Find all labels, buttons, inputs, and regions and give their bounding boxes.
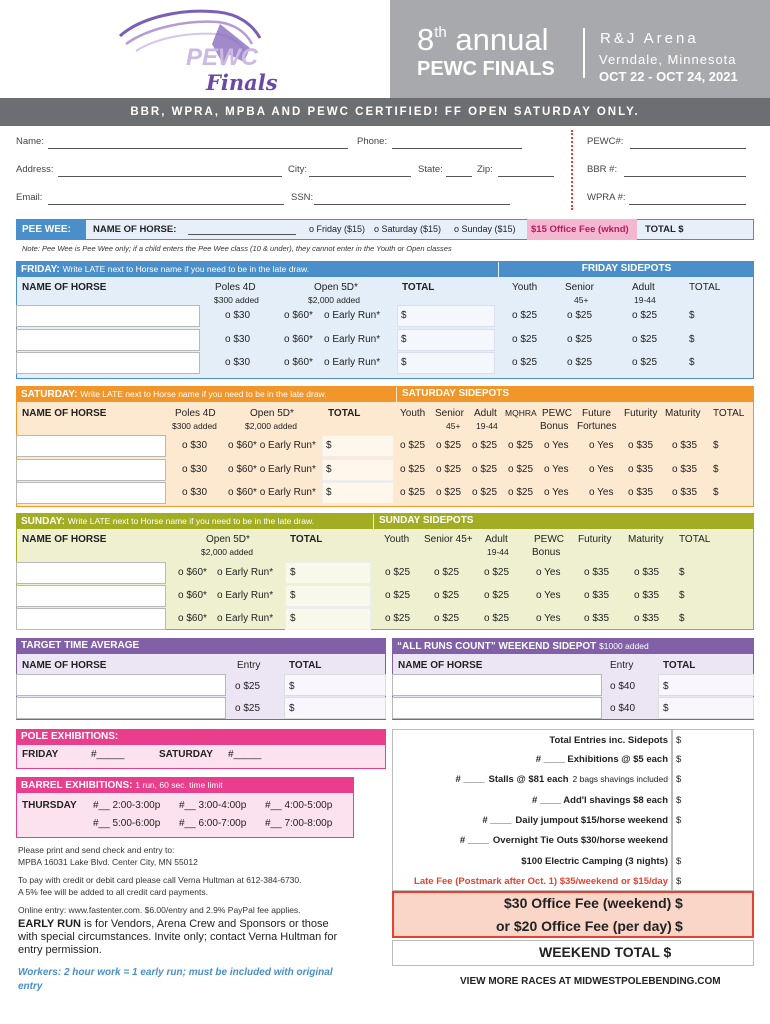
fees-amounts [672, 729, 754, 891]
allruns-horse-header: NAME OF HORSE [398, 660, 483, 671]
online-entry: Online entry: www.fastenter.com. $6.00/entry and 2.9% PayPal fee applies. [18, 905, 301, 915]
friday-senior-header: Senior [565, 282, 594, 293]
allruns-entry-header: Entry [610, 660, 634, 671]
saturday-poles-added: $300 added [172, 421, 217, 431]
friday-horse-input[interactable] [16, 352, 200, 374]
saturday-sidepot-check[interactable]: o $25 [436, 440, 462, 451]
friday-youth-header: Youth [512, 282, 538, 293]
allruns-header: “ALL RUNS COUNT” WEEKEND SIDEPOT $1000 added [392, 638, 754, 654]
event-title: PEWC FINALS [417, 58, 555, 80]
saturday-side-total-dollar: $ [713, 487, 719, 498]
saturday-poles-check[interactable]: o $30 [182, 440, 208, 451]
email-field[interactable] [48, 204, 284, 205]
saturday-future-check[interactable]: o Yes [589, 464, 614, 475]
barrel-slot[interactable]: #__ 5:00-6:00p [93, 818, 161, 829]
saturday-horse-input[interactable] [16, 482, 166, 504]
friday-poles-check[interactable]: o $30 [225, 310, 251, 321]
saturday-adult-header: Adult [474, 408, 497, 419]
saturday-sidepot-check[interactable]: o $25 [472, 440, 498, 451]
saturday-total-dollar: $ [326, 487, 332, 498]
sunday-total-dollar: $ [290, 590, 296, 601]
saturday-sidepot-check[interactable]: o $25 [400, 464, 426, 475]
mail-address: MPBA 16031 Lake Blvd. Center City, MN 55012 [18, 857, 198, 867]
allruns-horse-input[interactable] [392, 697, 602, 719]
friday-open-header: Open 5D* [314, 282, 358, 293]
saturday-future-check[interactable]: o Yes [589, 487, 614, 498]
sunday-senior-check[interactable]: o $25 [434, 613, 460, 624]
sunday-adult-check[interactable]: o $25 [484, 613, 510, 624]
peewee-note: Note: Pee Wee is Pee Wee only; if a child enters the Pee Wee class (10 & under), they cannot enter in the Youth or Open classes [22, 244, 452, 253]
target-total-header: TOTAL [289, 660, 322, 671]
barrel-slot[interactable]: #__ 2:00-3:00p [93, 800, 161, 811]
weekend-total: WEEKEND TOTAL $ [539, 944, 672, 960]
sunday-total-input[interactable] [285, 585, 371, 607]
saturday-open-added: $2,000 added [245, 421, 297, 431]
zip-field[interactable] [498, 176, 554, 177]
saturday-senior-header: Senior [435, 408, 464, 419]
friday-early-check[interactable]: o Early Run* [324, 357, 381, 368]
friday-total-input[interactable] [397, 329, 495, 351]
shavings-fee-dollar[interactable]: $ [676, 795, 682, 806]
friday-side-total-dollar: $ [689, 334, 695, 345]
ssn-label: SSN: [291, 192, 314, 203]
peewee-horse-field[interactable] [188, 234, 296, 235]
saturday-poles-header: Poles 4D [175, 408, 216, 419]
wpra-label: WPRA #: [587, 192, 626, 203]
allruns-total-dollar: $ [663, 703, 669, 714]
divider [583, 28, 585, 78]
peewee-sunday-check[interactable]: o Sunday ($15) [454, 224, 516, 234]
saturday-total-input[interactable] [322, 435, 394, 457]
sunday-side-total-dollar: $ [679, 590, 685, 601]
state-label: State: [418, 164, 443, 175]
wpra-field[interactable] [629, 204, 746, 205]
sunday-senior-check[interactable]: o $25 [434, 590, 460, 601]
saturday-open-check[interactable]: o $60* o Early Run* [228, 464, 316, 475]
saturday-horse-input[interactable] [16, 459, 166, 481]
venue: R&J Arena [600, 30, 699, 47]
sunday-senior-check[interactable]: o $25 [434, 567, 460, 578]
saturday-open-check[interactable]: o $60* o Early Run* [228, 487, 316, 498]
peewee-label: PEE WEE: [16, 219, 86, 240]
saturday-mqhra-header: MQHRA [505, 408, 537, 418]
saturday-sidepot-check[interactable]: o $25 [508, 440, 534, 451]
sunday-futurity-check[interactable]: o $35 [584, 613, 610, 624]
saturday-total-dollar: $ [326, 440, 332, 451]
allruns-total-header: TOTAL [663, 660, 696, 671]
target-total-input[interactable] [284, 674, 386, 696]
barrel-exhibitions-header: BARREL EXHIBITIONS: 1 run, 60 sec. time limit [16, 777, 354, 793]
saturday-side-total-dollar: $ [713, 440, 719, 451]
friday-open-added: $2,000 added [308, 295, 360, 305]
jumpout-fee: # ____ Daily jumpout $15/horse weekend [482, 815, 668, 826]
city: Verndale, Minnesota [599, 52, 737, 67]
allruns-total-input[interactable] [658, 697, 754, 719]
address-label: Address: [16, 164, 54, 175]
sunday-youth-header: Youth [384, 534, 410, 545]
divider [571, 130, 573, 210]
friday-open-check[interactable]: o $60* [284, 357, 313, 368]
saturday-maturity-header: Maturity [665, 408, 701, 419]
target-horse-input[interactable] [16, 697, 226, 719]
saturday-sidepot-check[interactable]: o $25 [508, 487, 534, 498]
logo-script: Finals [206, 70, 278, 95]
friday-youth-check[interactable]: o $25 [512, 357, 538, 368]
camping-fee: $100 Electric Camping (3 nights) [521, 856, 668, 867]
saturday-adult-sub: 19-44 [476, 421, 498, 431]
friday-horse-header: NAME OF HORSE [22, 282, 107, 293]
stalls-fee-dollar[interactable]: $ [676, 774, 682, 785]
office-fee-day: or $20 Office Fee (per day) [496, 918, 672, 934]
office-fee-weekend: $30 Office Fee (weekend) [504, 895, 672, 911]
sunday-horse-input[interactable] [16, 562, 166, 584]
target-horse-input[interactable] [16, 674, 226, 696]
sunday-pewc-bonus: Bonus [532, 547, 561, 558]
friday-total-input[interactable] [397, 305, 495, 327]
card-fee: A 5% fee will be added to all credit card payments. [18, 887, 208, 897]
sunday-early-check[interactable]: o Early Run* [217, 590, 274, 601]
saturday-pewc-check[interactable]: o Yes [544, 440, 569, 451]
saturday-futurity-check[interactable]: o $35 [628, 464, 654, 475]
certification-banner: BBR, WPRA, MPBA AND PEWC CERTIFIED! FF OPEN SATURDAY ONLY. [0, 98, 770, 126]
address-field[interactable] [58, 176, 282, 177]
saturday-maturity-check[interactable]: o $35 [672, 464, 698, 475]
saturday-open-check[interactable]: o $60* o Early Run* [228, 440, 316, 451]
bbr-field[interactable] [624, 176, 746, 177]
late-fee: Late Fee (Postmark after Oct. 1) $35/weekend or $15/day [414, 876, 668, 887]
saturday-total-input[interactable] [322, 482, 394, 504]
saturday-futurity-check[interactable]: o $35 [628, 440, 654, 451]
sunday-horse-header: NAME OF HORSE [22, 534, 107, 545]
name-label: Name: [16, 136, 44, 147]
sunday-maturity-check[interactable]: o $35 [634, 613, 660, 624]
target-total-dollar: $ [289, 703, 295, 714]
total-entries-label-dollar[interactable]: $ [676, 735, 682, 746]
saturday-header: SATURDAY: Write LATE next to Horse name if you need to be in the late draw. [16, 386, 396, 402]
event-ordinal: 8th annual [417, 22, 549, 57]
target-entry-check[interactable]: o $25 [235, 681, 261, 692]
exhibitions-fee: # ____ Exhibitions @ $5 each [535, 754, 668, 765]
sunday-total-header: TOTAL [290, 534, 323, 545]
friday-open-check[interactable]: o $60* [284, 310, 313, 321]
sunday-side-total-header: TOTAL [679, 534, 711, 545]
saturday-sidepot-check[interactable]: o $25 [436, 464, 462, 475]
friday-senior-check[interactable]: o $25 [567, 334, 593, 345]
friday-adult-header: Adult [632, 282, 655, 293]
saturday-horse-header: NAME OF HORSE [22, 408, 107, 419]
peewee-friday-check[interactable]: o Friday ($15) [309, 224, 366, 234]
barrel-day-label: THURSDAY [22, 800, 77, 811]
sunday-senior-header: Senior 45+ [424, 534, 473, 545]
sunday-horse-input[interactable] [16, 608, 166, 630]
saturday-futurity-header: Futurity [624, 408, 658, 419]
saturday-total-input[interactable] [322, 459, 394, 481]
friday-sidepots-header: FRIDAY SIDEPOTS [499, 261, 754, 277]
ssn-field[interactable] [314, 204, 510, 205]
workers-note: Workers: 2 hour work = 1 early run; must be included with original entry [18, 967, 333, 992]
sunday-adult-check[interactable]: o $25 [484, 567, 510, 578]
target-horse-header: NAME OF HORSE [22, 660, 107, 671]
late-fee-dollar[interactable]: $ [676, 876, 682, 887]
friday-senior-check[interactable]: o $25 [567, 357, 593, 368]
friday-adult-sub: 19-44 [634, 295, 656, 305]
sunday-total-input[interactable] [285, 562, 371, 584]
target-entry-check[interactable]: o $25 [235, 703, 261, 714]
friday-adult-check[interactable]: o $25 [632, 334, 658, 345]
pole-saturday-count[interactable]: #_____ [228, 749, 262, 760]
friday-horse-input[interactable] [16, 329, 200, 351]
saturday-poles-check[interactable]: o $30 [182, 464, 208, 475]
saturday-poles-check[interactable]: o $30 [182, 487, 208, 498]
phone-label: Phone: [357, 136, 388, 147]
tieouts-fee: # ____ Overnight Tie Outs $30/horse weekend [459, 835, 668, 846]
sunday-pewc-check[interactable]: o Yes [536, 567, 561, 578]
camping-fee-dollar[interactable]: $ [676, 856, 682, 867]
saturday-pewc-check[interactable]: o Yes [544, 487, 569, 498]
total-entries-label: Total Entries inc. Sidepots [549, 735, 668, 746]
friday-poles-header: Poles 4D [215, 282, 256, 293]
pole-friday-label: FRIDAY [22, 749, 59, 760]
friday-early-check[interactable]: o Early Run* [324, 310, 381, 321]
card-payment: To pay with credit or debit card please call Verna Hultman at 612-384-6730. [18, 875, 302, 885]
saturday-horse-input[interactable] [16, 435, 166, 457]
sunday-youth-check[interactable]: o $25 [385, 613, 411, 624]
sunday-pewc-check[interactable]: o Yes [536, 590, 561, 601]
jumpout-fee-dollar[interactable]: $ [676, 815, 682, 826]
sunday-open-check[interactable]: o $60* [178, 613, 207, 624]
saturday-pewc-header: PEWC [542, 408, 572, 419]
peewee-horse-label: NAME OF HORSE: [93, 224, 177, 235]
sunday-open-check[interactable]: o $60* [178, 590, 207, 601]
barrel-slot[interactable]: #__ 3:00-4:00p [179, 800, 247, 811]
sunday-adult-header: Adult [485, 534, 508, 545]
sunday-open-added: $2,000 added [201, 547, 253, 557]
friday-side-total-dollar: $ [689, 310, 695, 321]
friday-open-check[interactable]: o $60* [284, 334, 313, 345]
early-run-note: EARLY RUN is for Vendors, Arena Crew and Sponsors or those with special circumstances. Invite only; contact Verna Hultman for entry permission. [18, 918, 338, 956]
allruns-total-input[interactable] [658, 674, 754, 696]
saturday-sidepot-check[interactable]: o $25 [400, 440, 426, 451]
saturday-maturity-check[interactable]: o $35 [672, 440, 698, 451]
friday-side-total-dollar: $ [689, 357, 695, 368]
barrel-slot[interactable]: #__ 6:00-7:00p [179, 818, 247, 829]
saturday-sidepot-check[interactable]: o $25 [436, 487, 462, 498]
friday-adult-check[interactable]: o $25 [632, 310, 658, 321]
saturday-side-total-header: TOTAL [713, 408, 745, 419]
friday-adult-check[interactable]: o $25 [632, 357, 658, 368]
sunday-maturity-header: Maturity [628, 534, 664, 545]
pole-friday-count[interactable]: #_____ [91, 749, 125, 760]
sunday-horse-input[interactable] [16, 585, 166, 607]
saturday-future-header: Future [582, 408, 611, 419]
sunday-adult-sub: 19-44 [487, 547, 509, 557]
target-entry-header: Entry [237, 660, 261, 671]
saturday-youth-header: Youth [400, 408, 426, 419]
friday-total-input[interactable] [397, 352, 495, 374]
shavings-fee: # ____ Add'l shavings $8 each [531, 795, 668, 806]
sunday-youth-check[interactable]: o $25 [385, 567, 411, 578]
friday-total-dollar: $ [401, 310, 407, 321]
sunday-pewc-check[interactable]: o Yes [536, 613, 561, 624]
friday-total-header: TOTAL [402, 282, 435, 293]
allruns-horse-input[interactable] [392, 674, 602, 696]
sunday-total-dollar: $ [290, 613, 296, 624]
friday-youth-check[interactable]: o $25 [512, 310, 538, 321]
sunday-early-check[interactable]: o Early Run* [217, 567, 274, 578]
saturday-fortunes-header: Fortunes [577, 421, 617, 432]
city-label: City: [288, 164, 307, 175]
pewc-label: PEWC#: [587, 136, 624, 147]
sunday-pewc-header: PEWC [534, 534, 564, 545]
sunday-sidepots-header: SUNDAY SIDEPOTS [374, 513, 754, 529]
pole-saturday-label: SATURDAY [159, 749, 213, 760]
allruns-entry-check[interactable]: o $40 [610, 681, 636, 692]
website-footer[interactable]: VIEW MORE RACES AT MIDWESTPOLEBENDING.COM [460, 976, 721, 987]
friday-poles-check[interactable]: o $30 [225, 357, 251, 368]
saturday-sidepot-check[interactable]: o $25 [508, 464, 534, 475]
mail-instructions: Please print and send check and entry to: [18, 845, 175, 855]
saturday-sidepots-header: SATURDAY SIDEPOTS [397, 386, 754, 402]
stalls-fee: # ____ Stalls @ $81 each 2 bags shavings included [455, 774, 668, 785]
saturday-futurity-check[interactable]: o $35 [628, 487, 654, 498]
sunday-youth-check[interactable]: o $25 [385, 590, 411, 601]
phone-field[interactable] [392, 148, 522, 149]
sunday-early-check[interactable]: o Early Run* [217, 613, 274, 624]
bbr-label: BBR #: [587, 164, 618, 175]
friday-poles-added: $300 added [214, 295, 259, 305]
sunday-maturity-check[interactable]: o $35 [634, 590, 660, 601]
target-header: TARGET TIME AVERAGE [16, 638, 386, 654]
sunday-header: SUNDAY: Write LATE next to Horse name if you need to be in the late draw. [16, 513, 373, 529]
allruns-entry-check[interactable]: o $40 [610, 703, 636, 714]
peewee-total: TOTAL $ [645, 224, 684, 235]
saturday-total-dollar: $ [326, 464, 332, 475]
saturday-open-header: Open 5D* [250, 408, 294, 419]
saturday-sidepot-check[interactable]: o $25 [400, 487, 426, 498]
pewc-field[interactable] [630, 148, 746, 149]
friday-horse-input[interactable] [16, 305, 200, 327]
friday-side-total-header: TOTAL [689, 282, 721, 293]
sunday-futurity-header: Futurity [578, 534, 612, 545]
friday-early-check[interactable]: o Early Run* [324, 334, 381, 345]
peewee-saturday-check[interactable]: o Saturday ($15) [374, 224, 442, 234]
office-fee-weekend-dollar: $ [675, 895, 683, 911]
allruns-total-dollar: $ [663, 681, 669, 692]
sunday-maturity-check[interactable]: o $35 [634, 567, 660, 578]
sunday-total-dollar: $ [290, 567, 296, 578]
mailing-info [18, 844, 368, 916]
saturday-sidepot-check[interactable]: o $25 [472, 464, 498, 475]
peewee-office-fee: $15 Office Fee (wknd) [531, 224, 629, 235]
friday-senior-check[interactable]: o $25 [567, 310, 593, 321]
sunday-open-check[interactable]: o $60* [178, 567, 207, 578]
office-fee-day-dollar: $ [675, 918, 683, 934]
friday-total-dollar: $ [401, 357, 407, 368]
logo [100, 4, 278, 104]
barrel-slot[interactable]: #__ 4:00-5:00p [265, 800, 333, 811]
sunday-futurity-check[interactable]: o $35 [584, 590, 610, 601]
sunday-open-header: Open 5D* [206, 534, 250, 545]
event-dates: OCT 22 - OCT 24, 2021 [599, 69, 738, 84]
zip-label: Zip: [477, 164, 493, 175]
email-label: Email: [16, 192, 43, 203]
saturday-side-total-dollar: $ [713, 464, 719, 475]
sunday-futurity-check[interactable]: o $35 [584, 567, 610, 578]
saturday-maturity-check[interactable]: o $35 [672, 487, 698, 498]
friday-poles-check[interactable]: o $30 [225, 334, 251, 345]
barrel-slot[interactable]: #__ 7:00-8:00p [265, 818, 333, 829]
saturday-sidepot-check[interactable]: o $25 [472, 487, 498, 498]
name-field[interactable] [48, 148, 348, 149]
sunday-total-input[interactable] [285, 608, 371, 630]
friday-total-dollar: $ [401, 334, 407, 345]
target-total-input[interactable] [284, 697, 386, 719]
saturday-total-header: TOTAL [328, 408, 361, 419]
saturday-future-check[interactable]: o Yes [589, 440, 614, 451]
exhibitions-fee-dollar[interactable]: $ [676, 754, 682, 765]
friday-header: FRIDAY: Write LATE next to Horse name if you need to be in the late draw. [16, 261, 498, 277]
pole-exhibitions-header: POLE EXHIBITIONS: [16, 729, 386, 745]
sunday-adult-check[interactable]: o $25 [484, 590, 510, 601]
saturday-senior-sub: 45+ [446, 421, 461, 431]
friday-youth-check[interactable]: o $25 [512, 334, 538, 345]
state-field[interactable] [446, 176, 472, 177]
friday-senior-sub: 45+ [574, 295, 589, 305]
saturday-pewc-bonus: Bonus [540, 421, 569, 432]
sunday-side-total-dollar: $ [679, 613, 685, 624]
saturday-pewc-check[interactable]: o Yes [544, 464, 569, 475]
target-total-dollar: $ [289, 681, 295, 692]
logo-text: PEWC [186, 44, 258, 71]
city-field[interactable] [309, 176, 411, 177]
sunday-side-total-dollar: $ [679, 567, 685, 578]
